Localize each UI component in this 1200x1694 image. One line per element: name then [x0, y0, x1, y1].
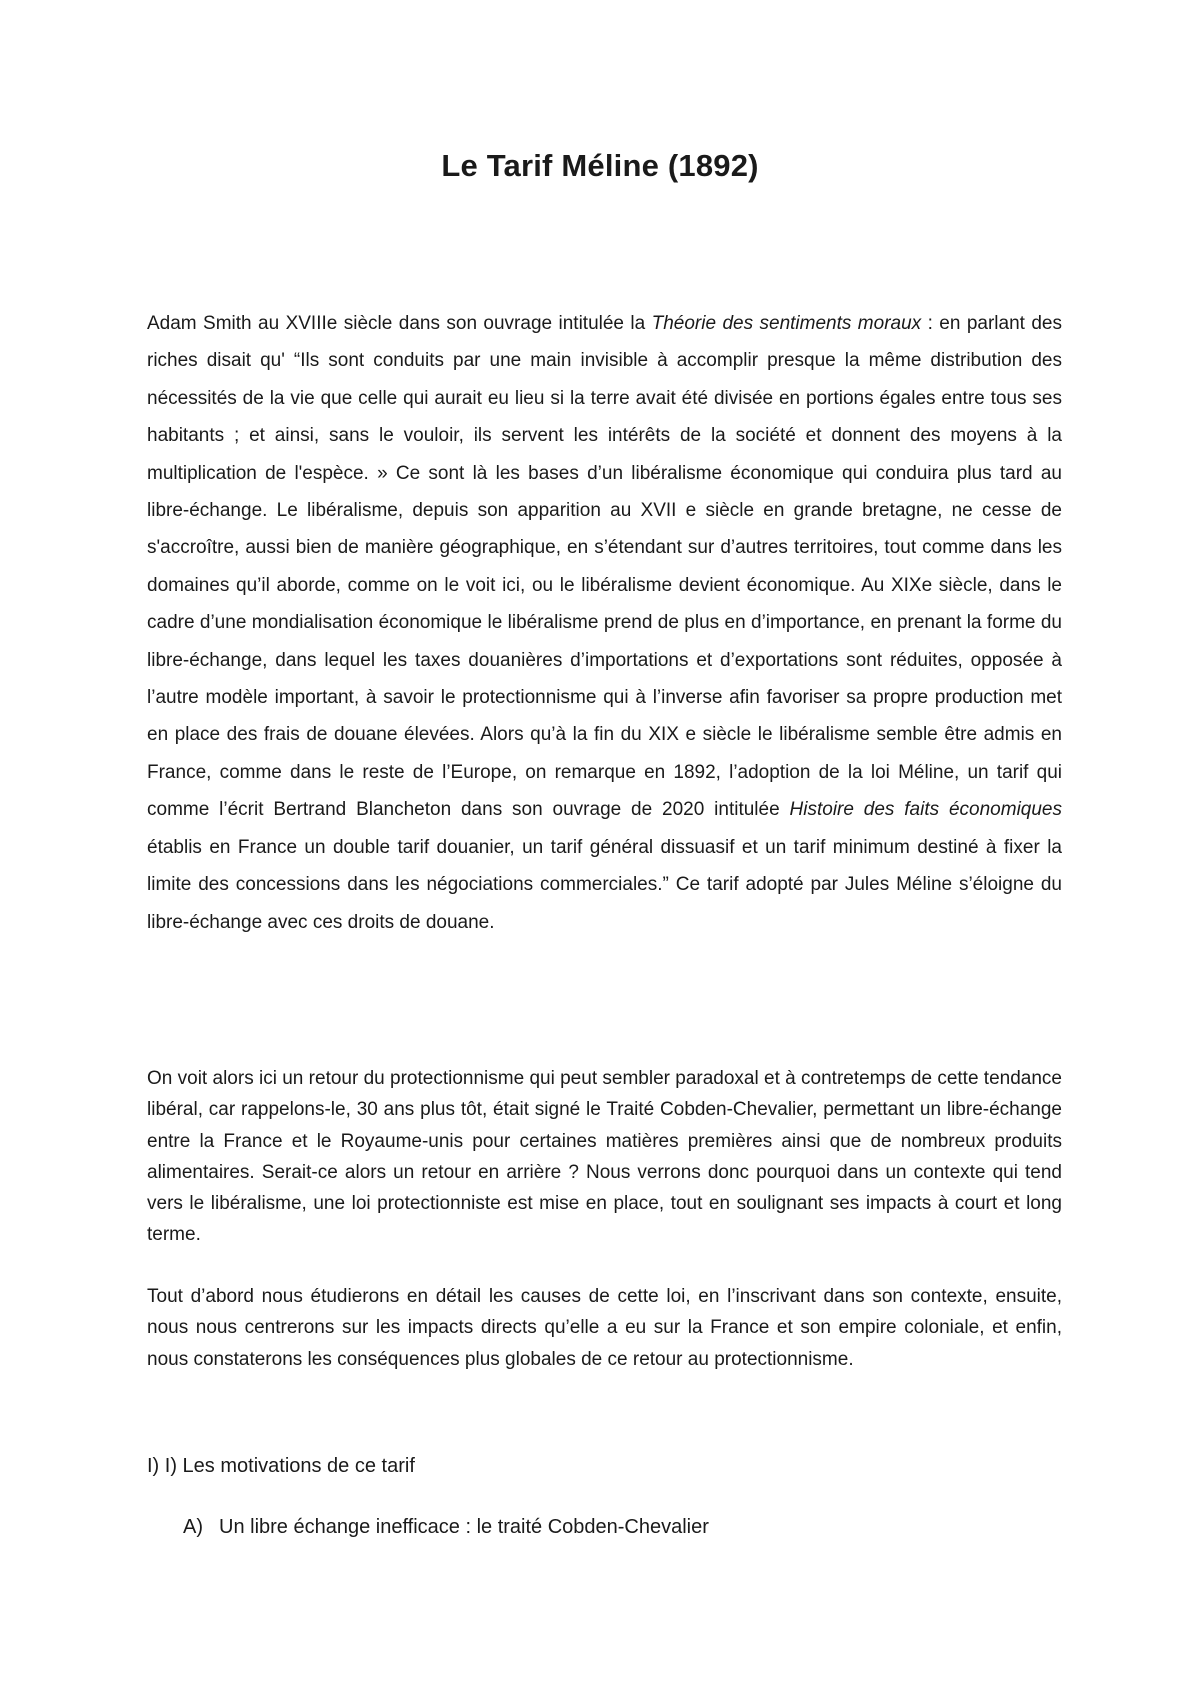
intro-text-2: : en parlant des riches disait qu' “Ils sont conduits par une main invisible à accomplir presque la même distribution des nécessités de la vie que celle qui aurait eu lieu si la terre avait été divisée en portions égales entre tous ses habitants ; et ainsi, sans le vouloir, ils servent les intérêts de la société et donnent des moyens à la multiplication de l'espèce. » Ce sont là les bases d’un libéralisme économique qui conduira plus tard au libre-échange. Le libéralisme, depuis son apparition au XVII e siècle en grande bretagne, ne cesse de s'accroître, aussi bien de manière géographique, en s’étendant sur d’autres territoires, tout comme dans les domaines qu’il aborde, comme on le voit ici, ou le libéralisme devient économique. Au XIXe siècle, dans le cadre d’une mondialisation économique le libéralisme prend de plus en d’importance, en prenant la forme du libre-échange, dans lequel les taxes douanières d’importations et d’exportations sont réduites, opposée à l’autre modèle important, à savoir le protectionnisme qui à l’inverse afin favoriser sa propre production met en place des frais de douane élevées. Alors qu’à la fin du XIX e siècle le libéralisme semble être admis en France, comme dans le reste de l’Europe, on remarque en 1892, l’adoption de la loi Méline, un tarif qui comme l’écrit Bertrand Blancheton dans son ouvrage de 2020 intitulée	[147, 313, 1062, 821]
subsection-heading	[183, 1516, 709, 1539]
intro-paragraph	[147, 305, 1062, 941]
intro-text-3: établis en France un double tarif douanier, un tarif général dissuasif et un tarif minimum destiné à fixer la limite des concessions dans les négociations commerciales.” Ce tarif adopté par Jules Méline s’éloigne du libre-échange avec ces droits de douane.	[147, 836, 1062, 933]
book-title-theorie: Théorie des sentiments moraux	[651, 313, 922, 334]
document-title: Le Tarif Méline (1892)	[441, 148, 759, 183]
paragraph-2-text: On voit alors ici un retour du protectionnisme qui peut sembler paradoxal et à contretemps de cette tendance libéral, car rappelons-le, 30 ans plus tôt, était signé le Traité Cobden-Chevalier, permettant un libre-échange entre la France et le Royaume-unis pour certaines matières premières ainsi que de nombreux produits alimentaires. Serait-ce alors un retour en arrière ? Nous verrons donc pourquoi dans un contexte qui tend vers le libéralisme, une loi protectionniste est mise en place, tout en soulignant ses impacts à court et long terme.	[147, 1068, 1062, 1246]
subsection-title: Un libre échange inefficace : le traité Cobden-Chevalier	[219, 1516, 709, 1538]
subsection-number: A)	[183, 1516, 203, 1538]
section-heading: I) I) Les motivations de ce tarif	[147, 1455, 415, 1477]
paragraph-3-text: Tout d’abord nous étudierons en détail les causes de cette loi, en l’inscrivant dans son contexte, ensuite, nous nous centrerons sur les impacts directs qu’elle a eu sur la France et son empire coloniale, et enfin, nous constaterons les conséquences plus globales de ce retour au protectionnisme.	[147, 1286, 1062, 1370]
paragraph-plan	[147, 1281, 1062, 1375]
book-title-histoire: Histoire des faits économiques	[789, 799, 1062, 821]
paragraph-problematique	[147, 1063, 1062, 1251]
intro-text-1: Adam Smith au XVIIIe siècle dans son ouvrage intitulée la	[147, 313, 652, 334]
